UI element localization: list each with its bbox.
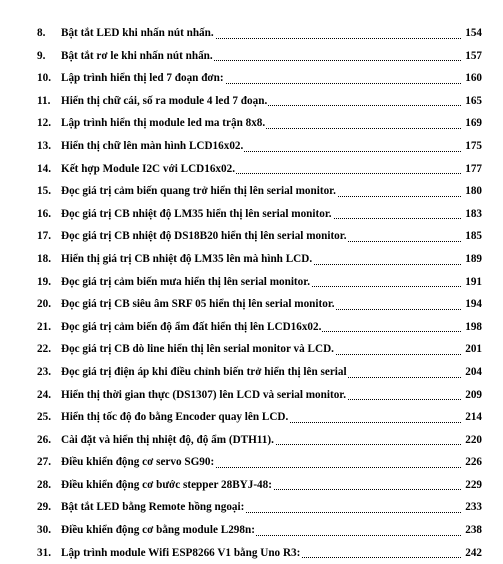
toc-entry-title-wrap [61,474,461,497]
toc-entry-number: 8. [37,27,46,39]
toc-entry-title: Đọc giá trị điện áp khi điều chỉnh biến trở hiển thị lên serial [61,365,347,378]
toc-entry-title-wrap [61,542,461,564]
toc-entry-title-wrap [61,293,461,316]
toc-entry-title: Lập trình hiển thị module led ma trận 8x8. [61,117,266,130]
toc-entry-title: Đọc giá trị cảm biến độ ẩm đất hiển thị lên LCD16x02. [61,320,322,333]
toc-entry-title-wrap [61,112,461,135]
toc-entry-page: 189 [465,252,482,265]
toc-entry-title-wrap [61,203,461,226]
toc-entry-page: 180 [465,185,482,198]
toc-entry[interactable] [0,112,503,135]
toc-entry-page: 233 [465,501,482,514]
toc-entry-title: Kết hợp Module I2C với LCD16x02. [61,162,235,175]
toc-entry-number: 18. [37,252,51,265]
toc-entry-number: 20. [37,298,51,311]
toc-entry-page: 204 [465,365,482,378]
toc-entry-number: 22. [37,343,51,356]
toc-entry-number: 21. [37,320,51,333]
toc-entry[interactable] [0,293,503,316]
toc-entry-number: 29. [37,501,51,514]
toc-entry-title-wrap [61,338,461,361]
toc-entry[interactable] [0,22,503,45]
toc-entry-page: 201 [465,343,482,356]
toc-entry[interactable] [0,361,503,384]
toc-entry-page: 242 [465,546,482,559]
toc-entry[interactable] [0,90,503,113]
toc-entry-title-wrap [61,67,461,90]
toc-entry[interactable] [0,496,503,519]
toc-entry[interactable] [0,316,503,339]
toc-entry-title-wrap [61,135,461,158]
toc-entry-title: Đọc giá trị cảm biến quang trở hiển thị lên serial monitor. [61,185,336,198]
toc-entry-page: 220 [465,433,482,446]
toc-entry-number: 28. [37,478,51,491]
toc-entry-title: Điều khiển động cơ servo SG90: [61,456,215,469]
toc-entry-page: 154 [465,27,482,39]
toc-entry-number: 12. [37,117,51,130]
toc-entry-number: 19. [37,275,51,288]
toc-entry-page: 175 [465,139,482,152]
toc-entry-title-wrap [61,158,461,181]
toc-entry-number: 31. [37,546,51,559]
toc-entry-title: Hiển thị chữ lên màn hình LCD16x02. [61,139,244,152]
toc-entry-number: 25. [37,411,51,424]
toc-entry-title-wrap [61,406,461,429]
toc-entry-title: Điều khiển động cơ bằng module L298n: [61,524,255,537]
toc-entry-title-wrap [61,451,461,474]
toc-entry-page: 160 [465,72,482,85]
toc-entry[interactable] [0,158,503,181]
toc-entry[interactable] [0,542,503,564]
toc-entry-page: 177 [465,162,482,175]
toc-entry-title-wrap [61,22,461,45]
toc-entry-title: Cài đặt và hiển thị nhiệt độ, độ ẩm (DTH11). [61,433,274,446]
toc-entry[interactable] [0,180,503,203]
toc-entry-number: 16. [37,207,51,220]
toc-entry-number: 13. [37,139,51,152]
toc-entry-title-wrap [61,225,461,248]
toc-entry-number: 14. [37,162,51,175]
toc-entry-page: 194 [465,298,482,311]
toc-entry-title-wrap [61,180,461,203]
toc-entry[interactable] [0,519,503,542]
toc-entry-title-wrap [61,316,461,339]
toc-entry-number: 15. [37,185,51,198]
toc-entry-page: 185 [465,230,482,243]
toc-entry-page: 169 [465,117,482,130]
toc-entry-title-wrap [61,361,461,384]
toc-entry[interactable] [0,451,503,474]
toc-entry-title-wrap [61,45,461,68]
toc-entry-title-wrap [61,90,461,113]
toc-entry-title-wrap [61,248,461,271]
toc-entry-title: Lập trình module Wifi ESP8266 V1 bằng Uno R3: [61,546,301,559]
toc-entry[interactable] [0,271,503,294]
toc-entry-title: Hiển thị chữ cái, số ra module 4 led 7 đoạn. [61,94,268,107]
toc-entry-title: Đọc giá trị CB siêu âm SRF 05 hiển thị lên serial monitor. [61,298,335,311]
toc-entry-title: Bật tắt rơ le khi nhấn nút nhấn. [61,49,213,62]
toc-entry-number: 10. [37,72,51,85]
toc-entry-title: Hiển thị thời gian thực (DS1307) lên LCD và serial monitor. [61,388,347,401]
toc-entry-number: 17. [37,230,51,243]
toc-entry-title-wrap [61,519,461,542]
table-of-contents [0,22,503,564]
toc-entry-number: 23. [37,365,51,378]
toc-entry-number: 27. [37,456,51,469]
toc-entry-title: Đọc giá trị CB nhiệt độ DS18B20 hiển thị lên serial monitor. [61,230,347,243]
toc-entry[interactable] [0,203,503,226]
toc-entry-title: Đọc giá trị CB nhiệt độ LM35 hiển thị lên serial monitor. [61,207,332,220]
toc-entry[interactable] [0,225,503,248]
toc-entry-page: 183 [465,207,482,220]
toc-entry-title: Bật tắt LED khi nhấn nút nhấn. [61,27,214,39]
toc-entry-page: 214 [465,411,482,424]
toc-entry-title-wrap [61,496,461,519]
toc-entry[interactable] [0,406,503,429]
toc-entry[interactable] [0,429,503,452]
toc-entry[interactable] [0,474,503,497]
toc-entry-title: Bật tắt LED bằng Remote hồng ngoại: [61,501,245,514]
toc-entry[interactable] [0,384,503,407]
toc-entry-page: 157 [465,49,482,62]
toc-entry-title-wrap [61,384,461,407]
toc-entry-title-wrap [61,271,461,294]
toc-entry-page: 191 [465,275,482,288]
toc-entry-title: Lập trình hiển thị led 7 đoạn đơn: [61,72,224,85]
toc-entry-title: Điều khiển động cơ bước stepper 28BYJ-48: [61,478,272,491]
toc-entry[interactable] [0,135,503,158]
toc-entry-title: Hiển thị giá trị CB nhiệt độ LM35 lên mà hình LCD. [61,252,313,265]
toc-entry[interactable] [0,45,503,68]
toc-entry-page: 165 [465,94,482,107]
toc-entry-number: 9. [37,49,46,62]
toc-entry-title: Hiển thị tốc độ đo bằng Encoder quay lên LCD. [61,411,289,424]
toc-entry-page: 209 [465,388,482,401]
toc-entry-page: 198 [465,320,482,333]
toc-entry-title: Đọc giá trị CB dò line hiển thị lên serial monitor và LCD. [61,343,334,356]
toc-entry[interactable] [0,248,503,271]
toc-entry[interactable] [0,67,503,90]
toc-entry-number: 30. [37,524,51,537]
toc-entry-number: 11. [37,94,51,107]
toc-entry-page: 226 [465,456,482,469]
toc-entry-page: 238 [465,524,482,537]
toc-entry[interactable] [0,338,503,361]
toc-entry-title-wrap [61,429,461,452]
toc-entry-number: 26. [37,433,51,446]
toc-entry-title: Đọc giá trị cảm biến mưa hiển thị lên serial monitor. [61,275,310,288]
toc-entry-page: 229 [465,478,482,491]
toc-entry-number: 24. [37,388,51,401]
